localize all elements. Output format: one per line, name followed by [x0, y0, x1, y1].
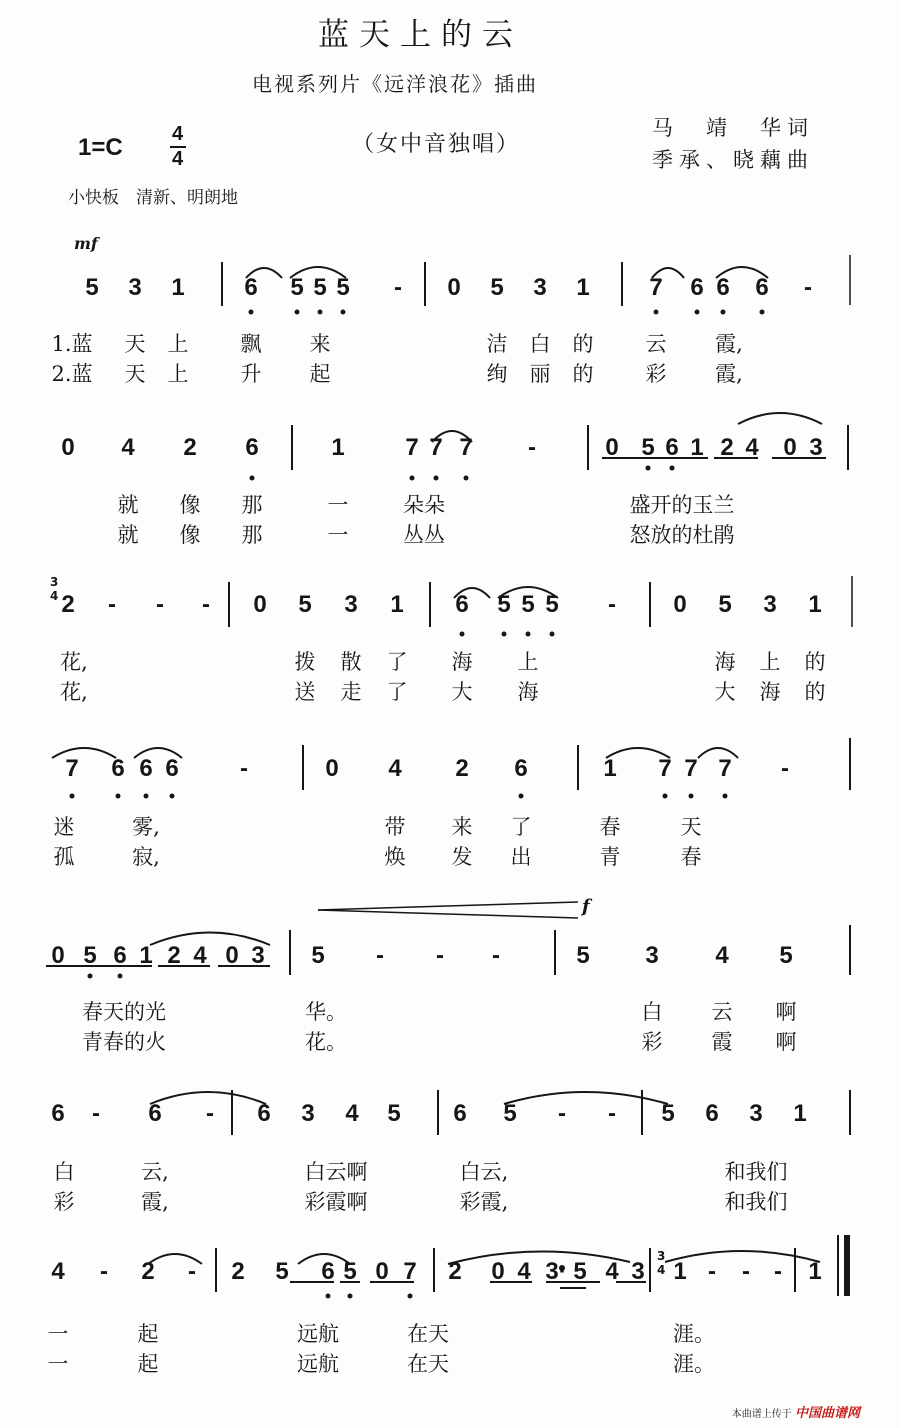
note: 5 — [311, 942, 325, 969]
note: 6 — [453, 1100, 467, 1127]
note: 2 — [455, 755, 469, 782]
note: 5 — [387, 1100, 401, 1127]
lyric: 了 — [386, 680, 408, 704]
note: 5 — [275, 1258, 289, 1285]
lyricist-credit: 马 靖 华词 — [652, 116, 814, 140]
lyric: 发 — [451, 845, 473, 869]
lyric: 丽 — [529, 362, 551, 386]
lyric: 孤 — [53, 845, 75, 869]
note: 0 — [491, 1258, 505, 1285]
note: 5 — [490, 274, 504, 301]
lyric: 上 — [167, 362, 189, 386]
note: 3 — [251, 942, 265, 969]
note: - — [608, 1100, 616, 1127]
note: 1 — [331, 434, 345, 461]
note: - — [376, 942, 384, 969]
note: 0 — [447, 274, 461, 301]
lyric: 远航 — [297, 1352, 339, 1376]
lyric: 就 — [117, 523, 139, 547]
note: - — [528, 434, 536, 461]
note: 6 — [113, 942, 127, 969]
lyric: 寂, — [132, 845, 160, 869]
note: 5 — [85, 274, 99, 301]
note: 3 — [763, 591, 777, 618]
lyric: 云 — [711, 1000, 733, 1024]
lyric: 白 — [641, 1000, 663, 1024]
notes-line-4 — [0, 755, 900, 785]
lyrics-6-verse-2 — [0, 1186, 900, 1212]
lyric: 青 — [599, 845, 621, 869]
lyrics-5-verse-2 — [0, 1026, 900, 1052]
note: - — [804, 274, 812, 301]
note: - — [742, 1258, 750, 1285]
lyric: 一 — [47, 1352, 69, 1376]
note: 5 — [343, 1258, 357, 1285]
note: 1 — [390, 591, 404, 618]
key-signature: 1=C — [78, 134, 123, 161]
lyric: 涯。 — [673, 1352, 715, 1376]
lyric: 霞 — [711, 1030, 733, 1054]
lyric: 天 — [124, 362, 146, 386]
note: 6 — [165, 755, 179, 782]
lyric: 上 — [517, 650, 539, 674]
lyric: 春 — [680, 845, 702, 869]
lyric: 就 — [117, 493, 139, 517]
notes-line-3 — [0, 591, 900, 621]
lyric: 上 — [759, 650, 781, 674]
lyric: 一 — [47, 1322, 69, 1346]
time-change-bottom: 4 — [50, 589, 59, 603]
lyric: 彩 — [645, 362, 667, 386]
note: 2 — [448, 1258, 462, 1285]
note: 2 — [61, 591, 75, 618]
note: 6 — [716, 274, 730, 301]
lyric: 在天 — [407, 1322, 449, 1346]
lyric: 和我们 — [724, 1160, 788, 1184]
note: 6 — [455, 591, 469, 618]
dynamic-mf: mf — [74, 234, 98, 253]
note: 7 — [403, 1258, 417, 1285]
lyric: 送 — [294, 680, 316, 704]
note: - — [436, 942, 444, 969]
note: 3 — [645, 942, 659, 969]
note: - — [92, 1100, 100, 1127]
note: 6 — [690, 274, 704, 301]
note: 5 — [718, 591, 732, 618]
lyric: 花。 — [305, 1030, 347, 1054]
footer-upload-text: 本曲谱上传于 — [731, 1409, 792, 1420]
lyric: 青春的火 — [82, 1030, 166, 1054]
lyric: 带 — [384, 815, 406, 839]
lyric: 云 — [645, 332, 667, 356]
note: 0 — [225, 942, 239, 969]
lyric: 白云, — [459, 1160, 509, 1184]
lyric: 大 — [451, 680, 473, 704]
site-logo[interactable]: 中国曲谱网 — [794, 1406, 860, 1421]
lyrics-3-verse-1 — [0, 646, 900, 672]
lyrics-6-verse-1 — [0, 1156, 900, 1182]
lyric: 一 — [327, 523, 349, 547]
footer — [732, 1402, 860, 1421]
note: 5 — [521, 591, 535, 618]
note: - — [492, 942, 500, 969]
note: 1 — [793, 1100, 807, 1127]
crescendo-hairpin — [318, 902, 578, 918]
lyrics-2-verse-2 — [0, 519, 900, 545]
time-change-top-2: 3 — [657, 1249, 666, 1263]
note: 7 — [718, 755, 732, 782]
note: 7 — [684, 755, 698, 782]
lyric: 起 — [137, 1352, 159, 1376]
note: 6 — [139, 755, 153, 782]
lyric: 丛丛 — [403, 523, 445, 547]
lyric: 走 — [340, 680, 362, 704]
lyric: 起 — [137, 1322, 159, 1346]
note: - — [708, 1258, 716, 1285]
notes-line-1 — [0, 274, 900, 304]
note: 5 — [497, 591, 511, 618]
lyric: 和我们 — [724, 1190, 788, 1214]
lyric: 大 — [714, 680, 736, 704]
dynamic-f: f — [582, 896, 590, 917]
note: 4 — [517, 1258, 531, 1285]
note: 1 — [808, 1258, 822, 1285]
note: 5 — [503, 1100, 517, 1127]
lyric: 像 — [179, 523, 201, 547]
lyrics-2-verse-1 — [0, 489, 900, 515]
lyric: 散 — [340, 650, 362, 674]
time-signature-bottom: 4 — [172, 148, 184, 170]
note: 7 — [459, 434, 473, 461]
lyric: 海 — [517, 680, 539, 704]
note: 5 — [573, 1258, 587, 1285]
note: 7 — [429, 434, 443, 461]
lyric: 起 — [309, 362, 331, 386]
lyric: 迷 — [53, 815, 75, 839]
note: 3 — [301, 1100, 315, 1127]
note: 0 — [253, 591, 267, 618]
lyric: 了 — [386, 650, 408, 674]
note: 6 — [321, 1258, 335, 1285]
tempo-marking: 小快板 清新、明朗地 — [68, 188, 238, 208]
note: - — [394, 274, 402, 301]
time-change-top: 3 — [50, 575, 59, 589]
note: 0 — [605, 434, 619, 461]
note: 6 — [755, 274, 769, 301]
note: - — [202, 591, 210, 618]
note: 1 — [808, 591, 822, 618]
lyric: 啊 — [775, 1030, 797, 1054]
note: 7 — [65, 755, 79, 782]
note: 7 — [658, 755, 672, 782]
lyric: 像 — [179, 493, 201, 517]
lyric: 洁 — [486, 332, 508, 356]
lyrics-4-verse-1 — [0, 811, 900, 837]
song-title: 蓝天上的云 — [318, 17, 523, 53]
lyric: 白云啊 — [304, 1160, 368, 1184]
lyric: 怒放的杜鹃 — [629, 523, 735, 547]
lyric: 海 — [759, 680, 781, 704]
note: 5 — [298, 591, 312, 618]
lyric: 盛开的玉兰 — [629, 493, 735, 517]
lyric: 一 — [327, 493, 349, 517]
note: 5 — [545, 591, 559, 618]
note: 0 — [61, 434, 75, 461]
note: 6 — [244, 274, 258, 301]
note: 2 — [231, 1258, 245, 1285]
lyric: 在天 — [407, 1352, 449, 1376]
lyric: 绚 — [486, 362, 508, 386]
note: 5 — [641, 434, 655, 461]
note: - — [206, 1100, 214, 1127]
lyric: 啊 — [775, 1000, 797, 1024]
lyric: 雾, — [132, 815, 160, 839]
note: 6 — [245, 434, 259, 461]
note: 6 — [514, 755, 528, 782]
lyric: 那 — [241, 523, 263, 547]
lyric: 花, — [60, 680, 88, 704]
song-subtitle: 电视系列片《远洋浪花》插曲 — [252, 72, 538, 96]
lyrics-5-verse-1 — [0, 996, 900, 1022]
lyrics-4-verse-2 — [0, 841, 900, 867]
note: 6 — [148, 1100, 162, 1127]
lyric: 来 — [451, 815, 473, 839]
note: 4 — [345, 1100, 359, 1127]
lyric: 彩霞, — [459, 1190, 509, 1214]
voice-type: （女中音独唱） — [352, 132, 521, 157]
lyric: 春天的光 — [82, 1000, 166, 1024]
lyric: 华。 — [305, 1000, 347, 1024]
note: 3 — [631, 1258, 645, 1285]
note: 4 — [745, 434, 759, 461]
lyric: 出 — [510, 845, 532, 869]
lyric: 白 — [53, 1160, 75, 1184]
lyric: 彩霞啊 — [304, 1190, 368, 1214]
note: 1 — [576, 274, 590, 301]
note: 3 — [809, 434, 823, 461]
note: 6 — [111, 755, 125, 782]
lyric: 的 — [804, 680, 826, 704]
note: 2 — [141, 1258, 155, 1285]
note: - — [608, 591, 616, 618]
note: 1 — [690, 434, 704, 461]
note: 6 — [705, 1100, 719, 1127]
lyrics-7-verse-1 — [0, 1318, 900, 1344]
lyric: 霞, — [141, 1190, 169, 1214]
lyric: 霞, — [715, 362, 743, 386]
note: - — [558, 1100, 566, 1127]
lyrics-7-verse-2 — [0, 1348, 900, 1374]
lyrics-3-verse-2 — [0, 676, 900, 702]
lyric: 朵朵 — [403, 493, 445, 517]
note: - — [188, 1258, 196, 1285]
note: 0 — [375, 1258, 389, 1285]
note: 4 — [193, 942, 207, 969]
note: - — [100, 1258, 108, 1285]
lyric: 远航 — [297, 1322, 339, 1346]
lyric: 1.蓝 — [51, 332, 93, 356]
note: 1 — [603, 755, 617, 782]
note: 5 — [336, 274, 350, 301]
note: 0 — [783, 434, 797, 461]
lyric: 的 — [572, 362, 594, 386]
composer-credit: 季承、晓藕曲 — [652, 148, 814, 172]
note: 6 — [257, 1100, 271, 1127]
lyric: 涯。 — [673, 1322, 715, 1346]
note: 5 — [290, 274, 304, 301]
lyric: 云, — [141, 1160, 169, 1184]
note: 5 — [83, 942, 97, 969]
lyric: 彩 — [641, 1030, 663, 1054]
note: 6 — [665, 434, 679, 461]
lyric: 了 — [510, 815, 532, 839]
note: 5 — [661, 1100, 675, 1127]
note: 1 — [171, 274, 185, 301]
lyric: 拨 — [294, 650, 316, 674]
notes-line-7 — [0, 1258, 900, 1288]
note: 3 — [749, 1100, 763, 1127]
lyrics-1-verse-2 — [0, 358, 900, 384]
lyric: 飘 — [240, 332, 262, 356]
note: 2 — [167, 942, 181, 969]
note: - — [781, 755, 789, 782]
lyric: 霞, — [715, 332, 743, 356]
note: 7 — [405, 434, 419, 461]
lyric: 的 — [804, 650, 826, 674]
notes-line-5 — [0, 942, 900, 972]
note: 0 — [51, 942, 65, 969]
note: - — [156, 591, 164, 618]
time-change-bottom-2: 4 — [657, 1263, 666, 1277]
note: 6 — [51, 1100, 65, 1127]
lyric: 2.蓝 — [51, 362, 93, 386]
note: 0 — [325, 755, 339, 782]
lyric: 花, — [60, 650, 88, 674]
lyric: 海 — [451, 650, 473, 674]
note: 5 — [576, 942, 590, 969]
lyric: 天 — [680, 815, 702, 839]
note: 4 — [121, 434, 135, 461]
lyric: 那 — [241, 493, 263, 517]
note: 3 — [533, 274, 547, 301]
note: 0 — [673, 591, 687, 618]
lyrics-1-verse-1 — [0, 328, 900, 354]
note: 3 — [344, 591, 358, 618]
note: 2 — [720, 434, 734, 461]
note: 4 — [715, 942, 729, 969]
time-signature-top: 4 — [172, 123, 184, 145]
lyric: 春 — [599, 815, 621, 839]
note: 4 — [605, 1258, 619, 1285]
note: 1 — [139, 942, 153, 969]
note: - — [774, 1258, 782, 1285]
lyric: 彩 — [53, 1190, 75, 1214]
note: 4 — [388, 755, 402, 782]
notes-line-6 — [0, 1100, 900, 1130]
note: 5 — [779, 942, 793, 969]
note: 3 — [128, 274, 142, 301]
note: 5 — [313, 274, 327, 301]
lyric: 焕 — [384, 845, 406, 869]
lyric: 白 — [529, 332, 551, 356]
notes-line-2 — [0, 434, 900, 464]
note: - — [108, 591, 116, 618]
lyric: 海 — [714, 650, 736, 674]
lyric: 来 — [309, 332, 331, 356]
lyric: 天 — [124, 332, 146, 356]
lyric: 的 — [572, 332, 594, 356]
note: 4 — [51, 1258, 65, 1285]
note: - — [240, 755, 248, 782]
lyric: 上 — [167, 332, 189, 356]
note: 1 — [673, 1258, 687, 1285]
note: 3· — [545, 1258, 567, 1285]
note: 2 — [183, 434, 197, 461]
lyric: 升 — [240, 362, 262, 386]
note: 7 — [649, 274, 663, 301]
